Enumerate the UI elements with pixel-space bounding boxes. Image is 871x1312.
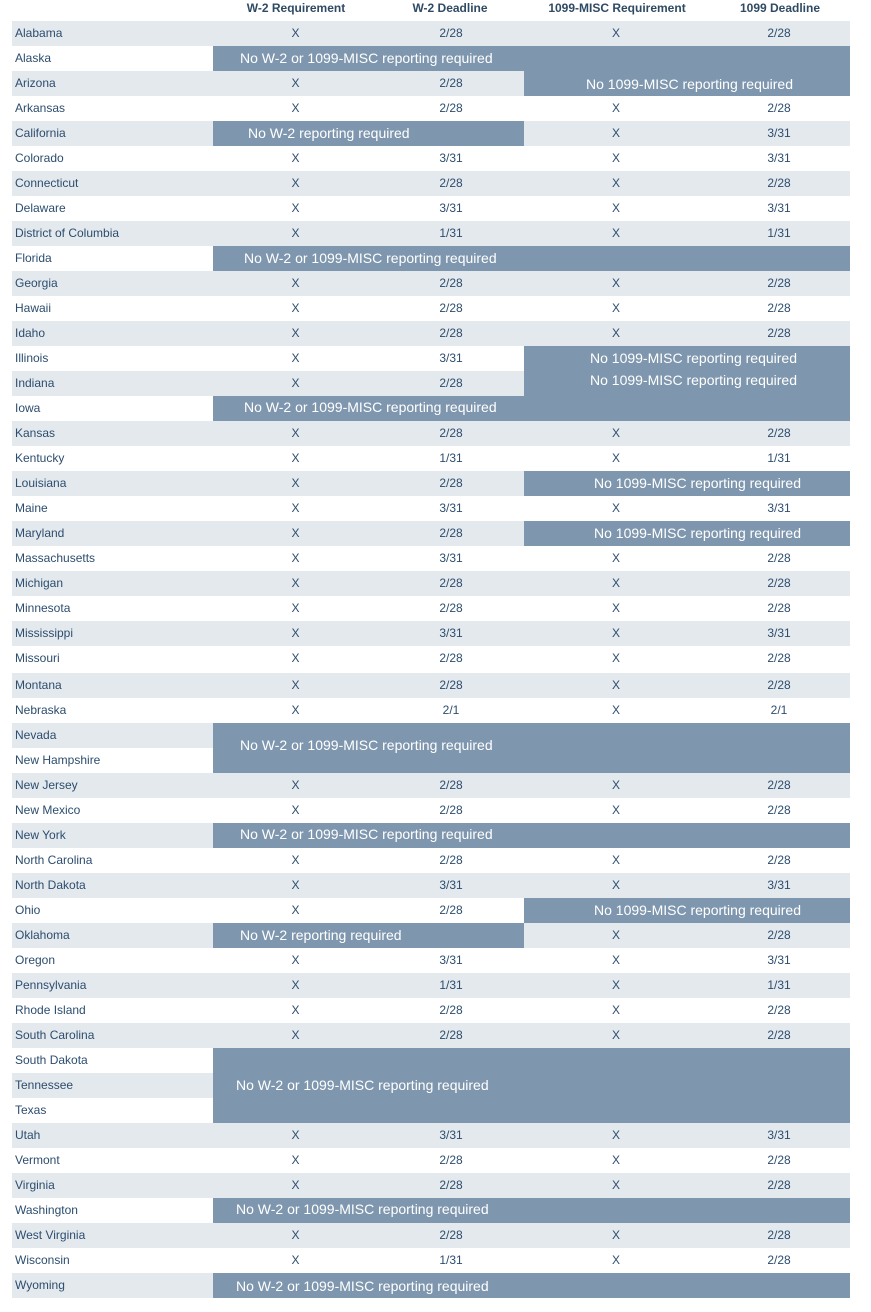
misc-deadline-cell: 2/28 — [767, 1003, 791, 1017]
misc-requirement-cell: X — [611, 276, 620, 290]
w2-deadline-cell: 2/28 — [439, 601, 463, 615]
w2-requirement-cell: X — [291, 376, 300, 390]
misc-requirement-cell: X — [611, 1028, 620, 1042]
misc-requirement-cell: X — [611, 703, 620, 717]
state-name: Arizona — [15, 76, 56, 90]
no-reporting-notice: No 1099-MISC reporting required — [594, 902, 801, 918]
w2-requirement-cell: X — [291, 276, 300, 290]
misc-requirement-cell: X — [611, 201, 620, 215]
w2-deadline-cell: 2/28 — [439, 326, 463, 340]
misc-requirement-cell: X — [611, 126, 620, 140]
no-reporting-notice: No W-2 reporting required — [240, 927, 402, 943]
misc-requirement-cell: X — [611, 101, 620, 115]
misc-requirement-cell: X — [611, 1228, 620, 1242]
misc-requirement-cell: X — [611, 1253, 620, 1267]
w2-requirement-cell: X — [291, 903, 300, 917]
misc-deadline-cell: 2/28 — [767, 326, 791, 340]
misc-deadline-cell: 2/28 — [767, 1253, 791, 1267]
misc-requirement-cell: X — [611, 778, 620, 792]
state-name: Missouri — [15, 651, 60, 665]
misc-deadline-cell: 2/28 — [767, 276, 791, 290]
misc-requirement-cell: X — [611, 426, 620, 440]
header-1099-misc-requirement: 1099-MISC Requirement — [548, 1, 686, 15]
state-name: Montana — [15, 678, 62, 692]
state-name: Minnesota — [15, 601, 71, 615]
misc-requirement-cell: X — [611, 953, 620, 967]
w2-requirement-cell: X — [291, 651, 300, 665]
w2-requirement-cell: X — [291, 451, 300, 465]
state-name: South Carolina — [15, 1028, 95, 1042]
state-name: New York — [15, 828, 66, 842]
state-name: Colorado — [15, 151, 64, 165]
misc-requirement-cell: X — [611, 551, 620, 565]
state-name: New Hampshire — [15, 753, 101, 767]
w2-deadline-cell: 2/28 — [439, 1028, 463, 1042]
misc-deadline-cell: 2/28 — [767, 26, 791, 40]
misc-deadline-cell: 2/28 — [767, 778, 791, 792]
state-name: North Dakota — [15, 878, 86, 892]
state-name: New Mexico — [15, 803, 81, 817]
w2-deadline-cell: 2/28 — [439, 778, 463, 792]
state-name: New Jersey — [15, 778, 78, 792]
misc-deadline-cell: 2/28 — [767, 803, 791, 817]
no-reporting-notice: No W-2 or 1099-MISC reporting required — [244, 399, 497, 415]
w2-deadline-cell: 3/31 — [439, 953, 463, 967]
no-reporting-notice: No 1099-MISC reporting required — [586, 76, 793, 92]
state-name: Nebraska — [15, 703, 67, 717]
w2-deadline-cell: 2/28 — [439, 803, 463, 817]
w2-deadline-cell: 2/28 — [439, 526, 463, 540]
w2-requirement-cell: X — [291, 326, 300, 340]
misc-deadline-cell: 3/31 — [767, 626, 791, 640]
misc-deadline-cell: 2/28 — [767, 426, 791, 440]
w2-requirement-cell: X — [291, 1178, 300, 1192]
misc-deadline-cell: 2/28 — [767, 551, 791, 565]
w2-requirement-cell: X — [291, 101, 300, 115]
no-reporting-notice: No 1099-MISC reporting required — [594, 475, 801, 491]
state-name: Georgia — [15, 276, 58, 290]
w2-deadline-cell: 3/31 — [439, 1128, 463, 1142]
state-name: Arkansas — [15, 101, 66, 115]
state-name: Nevada — [15, 728, 57, 742]
no-reporting-notice: No W-2 or 1099-MISC reporting required — [236, 1278, 489, 1294]
state-name: West Virginia — [15, 1228, 86, 1242]
w2-deadline-cell: 3/31 — [439, 201, 463, 215]
w2-requirement-cell: X — [291, 853, 300, 867]
w2-requirement-cell: X — [291, 601, 300, 615]
misc-requirement-cell: X — [611, 978, 620, 992]
w2-deadline-cell: 1/31 — [439, 978, 463, 992]
w2-deadline-cell: 2/28 — [439, 176, 463, 190]
misc-requirement-cell: X — [611, 301, 620, 315]
header-1099-deadline: 1099 Deadline — [739, 1, 821, 15]
w2-deadline-cell: 2/28 — [439, 1228, 463, 1242]
w2-deadline-cell: 2/28 — [439, 651, 463, 665]
misc-requirement-cell: X — [611, 501, 620, 515]
misc-requirement-cell: X — [611, 1153, 620, 1167]
misc-deadline-cell: 3/31 — [767, 953, 791, 967]
w2-requirement-cell: X — [291, 501, 300, 515]
state-name: Michigan — [15, 576, 64, 590]
state-name: Connecticut — [15, 176, 79, 190]
misc-deadline-cell: 2/28 — [767, 678, 791, 692]
w2-deadline-cell: 1/31 — [439, 226, 463, 240]
state-name: Washington — [15, 1203, 78, 1217]
misc-deadline-cell: 1/31 — [767, 451, 791, 465]
no-reporting-notice: No 1099-MISC reporting required — [594, 525, 801, 541]
no-reporting-notice: No W-2 or 1099-MISC reporting required — [240, 826, 493, 842]
misc-deadline-cell: 1/31 — [767, 978, 791, 992]
no-reporting-notice: No 1099-MISC reporting required — [590, 350, 797, 366]
state-name: Oregon — [15, 953, 56, 967]
w2-deadline-cell: 2/28 — [439, 426, 463, 440]
w2-deadline-cell: 2/28 — [439, 376, 463, 390]
state-name: Illinois — [15, 351, 49, 365]
state-name: Pennsylvania — [15, 978, 87, 992]
w2-deadline-cell: 3/31 — [439, 626, 463, 640]
misc-requirement-cell: X — [611, 1128, 620, 1142]
state-name: Kentucky — [15, 451, 65, 465]
w2-deadline-cell: 2/28 — [439, 1003, 463, 1017]
misc-requirement-cell: X — [611, 576, 620, 590]
w2-requirement-cell: X — [291, 351, 300, 365]
state-name: Massachusetts — [15, 551, 96, 565]
w2-deadline-cell: 1/31 — [439, 451, 463, 465]
w2-requirement-cell: X — [291, 678, 300, 692]
w2-deadline-cell: 2/28 — [439, 476, 463, 490]
w2-deadline-cell: 2/28 — [439, 276, 463, 290]
w2-requirement-cell: X — [291, 76, 300, 90]
misc-deadline-cell: 3/31 — [767, 151, 791, 165]
state-name: Vermont — [15, 1153, 60, 1167]
state-name: Texas — [15, 1103, 47, 1117]
w2-requirement-cell: X — [291, 778, 300, 792]
state-name: Idaho — [15, 326, 46, 340]
misc-deadline-cell: 2/28 — [767, 853, 791, 867]
w2-deadline-cell: 2/1 — [442, 703, 460, 717]
no-reporting-notice: No W-2 or 1099-MISC reporting required — [240, 50, 493, 66]
state-name: Indiana — [15, 376, 55, 390]
no-reporting-notice: No W-2 or 1099-MISC reporting required — [240, 737, 493, 753]
w2-deadline-cell: 3/31 — [439, 351, 463, 365]
misc-requirement-cell: X — [611, 803, 620, 817]
misc-deadline-cell: 2/28 — [767, 928, 791, 942]
misc-requirement-cell: X — [611, 601, 620, 615]
w2-requirement-cell: X — [291, 703, 300, 717]
misc-requirement-cell: X — [611, 678, 620, 692]
w2-requirement-cell: X — [291, 626, 300, 640]
w2-requirement-cell: X — [291, 1228, 300, 1242]
w2-deadline-cell: 2/28 — [439, 76, 463, 90]
state-name: Mississippi — [15, 626, 74, 640]
misc-requirement-cell: X — [611, 226, 620, 240]
misc-deadline-cell: 2/28 — [767, 651, 791, 665]
misc-requirement-cell: X — [611, 878, 620, 892]
w2-deadline-cell: 2/28 — [439, 301, 463, 315]
misc-requirement-cell: X — [611, 26, 620, 40]
misc-deadline-cell: 2/28 — [767, 576, 791, 590]
state-name: Louisiana — [15, 476, 67, 490]
state-name: North Carolina — [15, 853, 93, 867]
w2-deadline-cell: 3/31 — [439, 151, 463, 165]
misc-requirement-cell: X — [611, 326, 620, 340]
state-name: Virginia — [15, 1178, 55, 1192]
state-name: South Dakota — [15, 1053, 88, 1067]
no-reporting-notice: No W-2 reporting required — [248, 125, 410, 141]
w2-requirement-cell: X — [291, 1153, 300, 1167]
state-name: Alaska — [15, 51, 52, 65]
no-reporting-notice: No W-2 or 1099-MISC reporting required — [244, 250, 497, 266]
state-name: Wisconsin — [15, 1253, 70, 1267]
w2-requirement-cell: X — [291, 1028, 300, 1042]
misc-deadline-cell: 2/28 — [767, 1153, 791, 1167]
w2-requirement-cell: X — [291, 1253, 300, 1267]
w2-requirement-cell: X — [291, 1003, 300, 1017]
state-name: Tennessee — [15, 1078, 74, 1092]
header-w2-requirement: W-2 Requirement — [246, 1, 346, 15]
w2-requirement-cell: X — [291, 426, 300, 440]
w2-requirement-cell: X — [291, 151, 300, 165]
w2-requirement-cell: X — [291, 476, 300, 490]
misc-deadline-cell: 3/31 — [767, 501, 791, 515]
w2-requirement-cell: X — [291, 953, 300, 967]
w2-requirement-cell: X — [291, 176, 300, 190]
w2-requirement-cell: X — [291, 576, 300, 590]
misc-requirement-cell: X — [611, 1003, 620, 1017]
misc-requirement-cell: X — [611, 151, 620, 165]
w2-requirement-cell: X — [291, 803, 300, 817]
state-name: Delaware — [15, 201, 66, 215]
w2-requirement-cell: X — [291, 226, 300, 240]
w2-deadline-cell: 2/28 — [439, 26, 463, 40]
w2-deadline-cell: 2/28 — [439, 1153, 463, 1167]
no-reporting-notice: No 1099-MISC reporting required — [590, 372, 797, 388]
misc-deadline-cell: 2/28 — [767, 301, 791, 315]
misc-requirement-cell: X — [611, 853, 620, 867]
misc-deadline-cell: 3/31 — [767, 126, 791, 140]
w2-requirement-cell: X — [291, 26, 300, 40]
state-name: Wyoming — [15, 1278, 65, 1292]
misc-deadline-cell: 1/31 — [767, 226, 791, 240]
w2-requirement-cell: X — [291, 878, 300, 892]
misc-deadline-cell: 2/1 — [770, 703, 788, 717]
w2-requirement-cell: X — [291, 551, 300, 565]
w2-deadline-cell: 2/28 — [439, 853, 463, 867]
state-name: Alabama — [15, 26, 63, 40]
w2-requirement-cell: X — [291, 1128, 300, 1142]
w2-requirement-cell: X — [291, 301, 300, 315]
state-name: Rhode Island — [15, 1003, 86, 1017]
state-name: Florida — [15, 251, 52, 265]
misc-requirement-cell: X — [611, 651, 620, 665]
w2-deadline-cell: 1/31 — [439, 1253, 463, 1267]
w2-deadline-cell: 3/31 — [439, 878, 463, 892]
state-name: Utah — [15, 1128, 41, 1142]
misc-deadline-cell: 2/28 — [767, 176, 791, 190]
w2-deadline-cell: 2/28 — [439, 576, 463, 590]
misc-deadline-cell: 3/31 — [767, 201, 791, 215]
misc-deadline-cell: 2/28 — [767, 101, 791, 115]
state-name: Ohio — [15, 903, 41, 917]
state-name: Oklahoma — [15, 928, 70, 942]
w2-requirement-cell: X — [291, 526, 300, 540]
state-name: Iowa — [15, 401, 41, 415]
misc-requirement-cell: X — [611, 626, 620, 640]
misc-requirement-cell: X — [611, 928, 620, 942]
state-name: Maryland — [15, 526, 65, 540]
w2-deadline-cell: 2/28 — [439, 101, 463, 115]
state-name: Maine — [15, 501, 48, 515]
w2-deadline-cell: 2/28 — [439, 1178, 463, 1192]
w2-deadline-cell: 2/28 — [439, 903, 463, 917]
w2-deadline-cell: 3/31 — [439, 551, 463, 565]
no-reporting-notice: No W-2 or 1099-MISC reporting required — [236, 1077, 489, 1093]
misc-requirement-cell: X — [611, 176, 620, 190]
w2-requirement-cell: X — [291, 978, 300, 992]
w2-deadline-cell: 3/31 — [439, 501, 463, 515]
state-name: Hawaii — [15, 301, 52, 315]
misc-requirement-cell: X — [611, 1178, 620, 1192]
misc-deadline-cell: 2/28 — [767, 1228, 791, 1242]
misc-deadline-cell: 2/28 — [767, 1028, 791, 1042]
misc-deadline-cell: 2/28 — [767, 601, 791, 615]
misc-deadline-cell: 2/28 — [767, 1178, 791, 1192]
misc-requirement-cell: X — [611, 451, 620, 465]
misc-deadline-cell: 3/31 — [767, 878, 791, 892]
no-reporting-notice: No W-2 or 1099-MISC reporting required — [236, 1201, 489, 1217]
state-name: District of Columbia — [15, 226, 120, 240]
state-name: California — [15, 126, 66, 140]
w2-requirement-cell: X — [291, 201, 300, 215]
header-w2-deadline: W-2 Deadline — [412, 1, 488, 15]
state-name: Kansas — [15, 426, 56, 440]
w2-deadline-cell: 2/28 — [439, 678, 463, 692]
misc-deadline-cell: 3/31 — [767, 1128, 791, 1142]
